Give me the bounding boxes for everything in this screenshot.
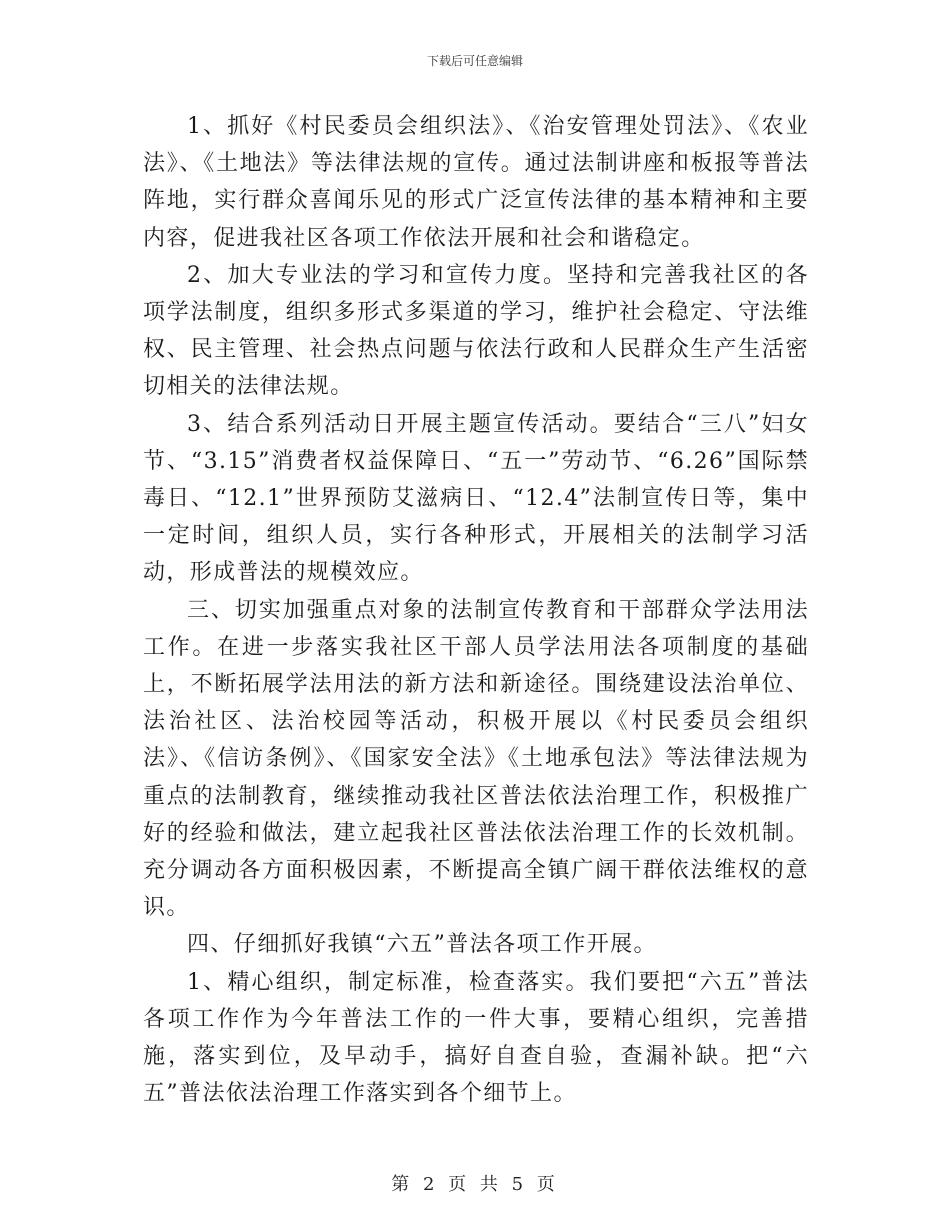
page-number-footer: 第 2 页 共 5 页 (391, 1174, 559, 1195)
page-header: 下载后可任意编辑 (426, 54, 523, 68)
document-body (143, 108, 809, 1112)
paragraph-1: 1、抓好《村民委员会组织法》、《治安管理处罚法》、《农业法》、《土地法》等法律法规的宣传。通过法制讲座和板报等普法阵地，实行群众喜闻乐见的形式广泛宣传法律的基本精神和主要内容，促进我社区各项工作依法开展和社会和谐稳定。 (143, 114, 809, 251)
paragraph-5: 四、仔细抓好我镇“六五”普法各项工作开展。 (187, 932, 657, 958)
paragraph-3: 3、结合系列活动日开展主题宣传活动。要结合“三八”妇女节、“3.15”消费者权益保障日、“五一”劳动节、“6.26”国际禁毒日、“12.1”世界预防艾滋病日、“12.4”法制宣传日等，集中一定时间，组织人员，实行各种形式，开展相关的法制学习活动，形成普法的规模效应。 (143, 411, 809, 586)
paragraph-6: 1、精心组织，制定标准，检查落实。我们要把“六五”普法各项工作作为今年普法工作的一件大事，要精心组织，完善措施，落实到位，及早动手，搞好自查自验，查漏补缺。把“六五”普法依法治理工作落实到各个细节上。 (143, 969, 809, 1107)
paragraph-4: 三、切实加强重点对象的法制宣传教育和干部群众学法用法工作。在进一步落实我社区干部人员学法用法各项制度的基础上，不断拓展学法用法的新方法和新途径。围绕建设法治单位、法治社区、法治校园等活动，积极开展以《村民委员会组织法》、《信访条例》、《国家安全法》《土地承包法》等法律法规为重点的法制教育，继续推动我社区普法依法治理工作，积极推广好的经验和做法，建立起我社区普法依法治理工作的长效机制。充分调动各方面积极因素，不断提高全镇广阔干群依法维权的意识。 (143, 597, 809, 921)
paragraph-2: 2、加大专业法的学习和宣传力度。坚持和完善我社区的各项学法制度，组织多形式多渠道的学习，维护社会稳定、守法维权、民主管理、社会热点问题与依法行政和人民群众生产生活密切相关的法律法规。 (143, 262, 809, 400)
